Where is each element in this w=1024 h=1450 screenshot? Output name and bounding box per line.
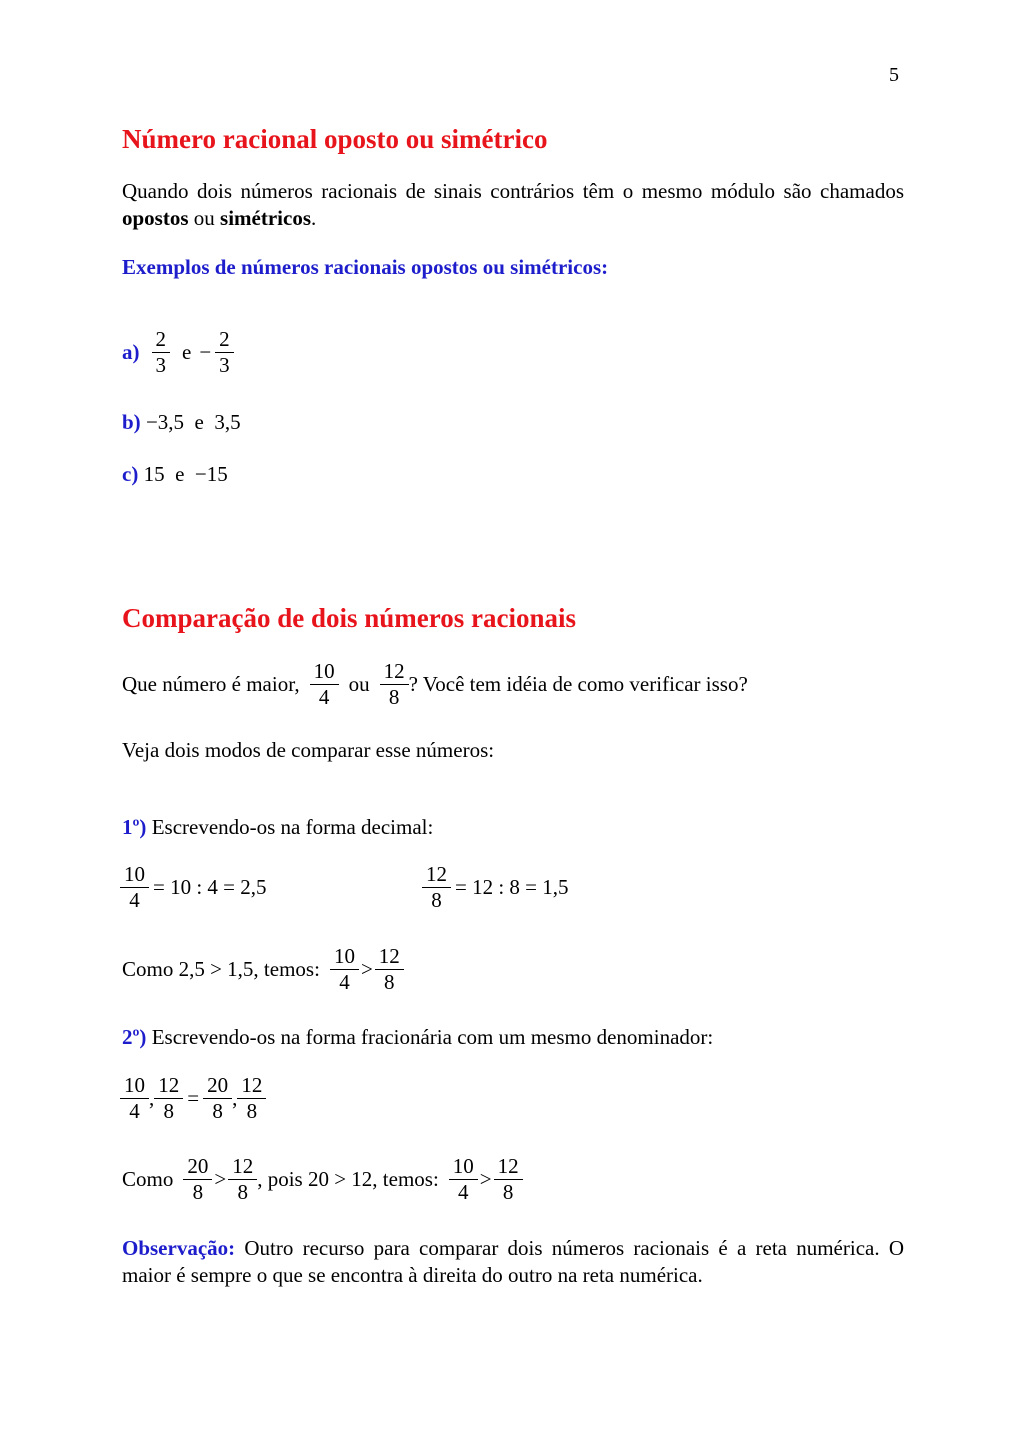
fraction: $\frac{12}{8}$ [375,944,404,995]
example-c-label: c) [122,462,139,486]
conclusion-text: Como 2,5 > 1,5, temos: [122,957,320,981]
observation-text: Outro recurso para comparar dois números racionais é a reta numérica. O maior é sempre o que se encontra à direita do outro na reta numérica. [122,1236,904,1287]
example-c [122,461,228,488]
fraction: $\frac{10}{4}$ [330,944,359,995]
calc-result: = 12 : 8 = 1,5 [455,875,569,899]
fraction: $\frac{10}{4}$ [120,862,149,913]
equals-sign: = [187,1086,200,1110]
fraction: $\frac{12}{8}$ [228,1154,257,1205]
method-1 [122,814,433,841]
method-2-label: 2º) [122,1025,147,1049]
method-2-equivalence [120,1073,266,1124]
fraction: $\frac{20}{8}$ [183,1154,212,1205]
fraction: $\frac{10}{4}$ [310,659,339,710]
method-1-calc-2 [422,862,569,913]
fraction: $\frac{2}{3}$ [215,327,234,378]
calc-result: = 10 : 4 = 2,5 [153,875,267,899]
fraction: $\frac{12}{8}$ [422,862,451,913]
ways-sentence: Veja dois modos de comparar esse números: [122,738,495,762]
observation-paragraph [122,1235,904,1289]
method-1-text: Escrevendo-os na forma decimal: [146,815,434,839]
definition-text-2: ou [188,206,221,230]
definition-text: Quando dois números racionais de sinais contrários têm o mesmo módulo são chamados [122,179,904,203]
fraction: $\frac{12}{8}$ [237,1073,266,1124]
definition-text-3: . [311,206,317,230]
como: Como [122,1167,174,1191]
method-1-conclusion [122,944,404,995]
example-b-label: b) [122,410,141,434]
method-2-conclusion [122,1154,523,1205]
greater-sign: > [479,1167,492,1191]
example-a-label: a) [122,340,140,364]
method-1-calc-1 [120,862,267,913]
fraction: $\frac{12}{8}$ [494,1154,523,1205]
minus-sign: − [199,340,212,364]
greater-sign: > [214,1167,227,1191]
example-a [122,327,234,378]
fraction: $\frac{12}{8}$ [154,1073,183,1124]
examples-heading: Exemplos de números racionais opostos ou simétricos: [122,255,609,279]
section-title-oposto: Número racional oposto ou simétrico [122,124,548,154]
comma: , [232,1086,238,1110]
comma: , [149,1086,155,1110]
fraction: $\frac{2}{3}$ [152,327,171,378]
question-suffix: ? Você tem idéia de como verificar isso? [408,672,748,696]
ou: ou [348,672,370,696]
observation-label: Observação: [122,1236,236,1260]
method-1-label: 1º) [122,815,147,839]
fraction: $\frac{10}{4}$ [449,1154,478,1205]
example-c-text: 15 e −15 [138,462,228,486]
question-line [122,659,748,710]
fraction: $\frac{10}{4}$ [120,1073,149,1124]
section-title-comparacao: Comparação de dois números racionais [122,603,577,633]
bold-simetricos: simétricos [220,206,311,230]
greater-sign: > [360,957,373,981]
bold-opostos: opostos [122,206,189,230]
conjunction: e [182,340,192,364]
page-number: 5 [889,64,899,86]
method-2-text: Escrevendo-os na forma fracionária com um mesmo denominador: [146,1025,714,1049]
fraction: $\frac{12}{8}$ [380,659,409,710]
conclusion-middle: , pois 20 > 12, temos: [257,1167,439,1191]
definition-paragraph [122,178,904,232]
fraction: $\frac{20}{8}$ [203,1073,232,1124]
method-2 [122,1024,713,1051]
example-b [122,409,241,436]
question-prefix: Que número é maior, [122,672,300,696]
example-b-text: −3,5 e 3,5 [145,410,241,434]
